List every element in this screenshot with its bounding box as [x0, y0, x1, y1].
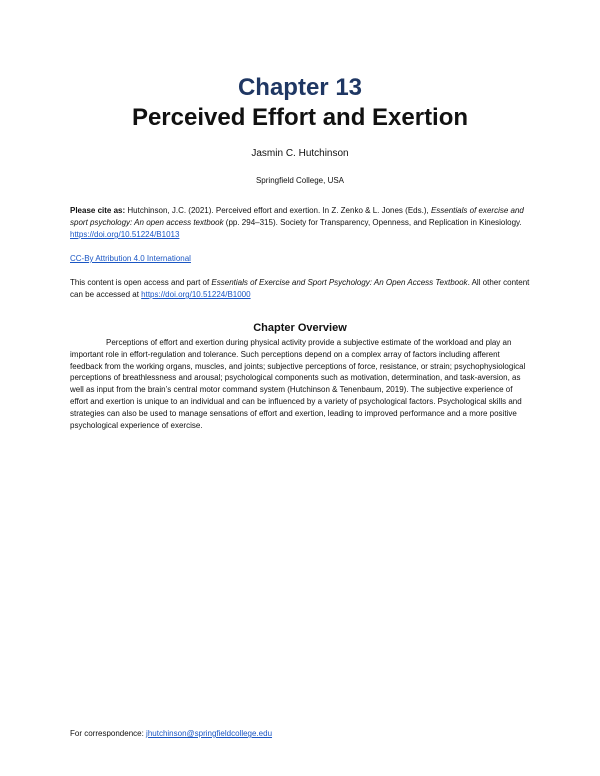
- chapter-number: Chapter 13: [237, 74, 363, 101]
- open-access-note: [70, 277, 530, 301]
- overview-heading: Chapter Overview: [253, 322, 347, 334]
- open-access-text-middle: . All other content can be accessed at: [70, 278, 530, 299]
- citation-block: [70, 205, 530, 241]
- author-affiliation: Springfield College, USA: [255, 176, 345, 185]
- author-name: Jasmin C. Hutchinson: [251, 148, 349, 159]
- correspondence-footer: [70, 729, 272, 738]
- citation-book-title: Essentials of exercise and sport psychology: An open access textbook: [70, 206, 524, 227]
- license-link[interactable]: CC-By Attribution 4.0 International: [70, 254, 191, 263]
- citation-label: Please cite as:: [70, 206, 126, 215]
- open-access-doi-link[interactable]: https://doi.org/10.51224/B1000: [141, 290, 251, 299]
- correspondence-email-link[interactable]: jhutchinson@springfieldcollege.edu: [146, 729, 273, 738]
- citation-doi-link[interactable]: https://doi.org/10.51224/B1013: [70, 230, 180, 239]
- citation-text-before: Hutchinson, J.C. (2021). Perceived effort and exertion. In Z. Zenko & L. Jones (Eds.),: [125, 206, 431, 215]
- citation-text-after: (pp. 294–315). Society for Transparency, Openness, and Replication in Kinesiology.: [223, 218, 522, 227]
- chapter-title: Perceived Effort and Exertion: [131, 104, 469, 131]
- overview-paragraph: Perceptions of effort and exertion during physical activity provide a subjective estimate of the workload and play an important role in effort-regulation and tolerance. Such perceptions depend on a complex array of factors including afferent feedback from the working organs, muscles, and joints; subjective perceptions of force, resistance, or strain; psychophysiological perceptions of breathlessness and arousal; psychological components such as motivation, determination, and task-aversion, as well as input from the brain’s central motor command system (Hutchinson & Tenenbaum, 2019). The subjective experience of effort and exertion is unique to an individual and can be influenced by a variety of psychological factors. Psychological skills and strategies can also be used to manage sensations of effort and exertion, leading to improved performance and a more positive psychological experience of exercise.: [70, 338, 526, 430]
- open-access-text-before: This content is open access and part of: [70, 278, 212, 287]
- open-access-book-title: Essentials of Exercise and Sport Psychology: An Open Access Textbook: [211, 278, 468, 287]
- correspondence-label: For correspondence:: [70, 729, 147, 738]
- license-block: [70, 253, 530, 265]
